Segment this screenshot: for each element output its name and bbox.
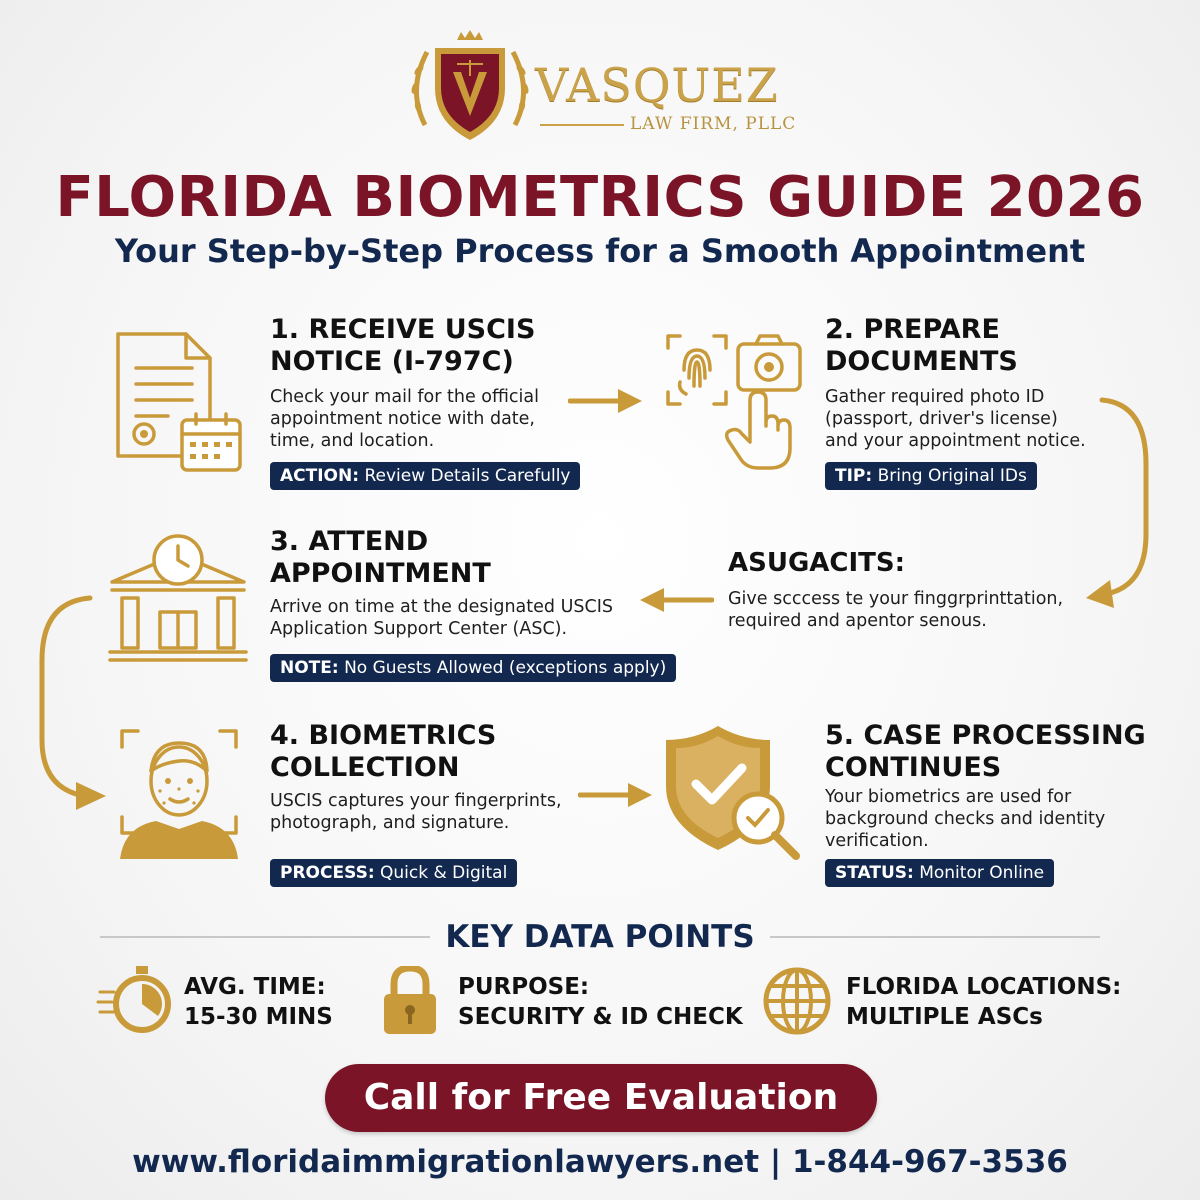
key-data-purpose: PURPOSE: SECURITY & ID CHECK — [458, 974, 743, 1030]
brand-name: VASQUEZ — [535, 58, 779, 112]
curved-arrow-down-left-icon — [30, 590, 110, 815]
brand-subtitle: LAW FIRM, PLLC — [630, 114, 797, 134]
key-data-title: KEY DATA POINTS — [445, 919, 755, 955]
free-evaluation-button[interactable]: Call for Free Evaluation — [325, 1064, 877, 1132]
crest-icon — [405, 30, 535, 150]
arrow-right-icon — [578, 780, 656, 810]
step-5-description: Your biometrics are used for background checks and identity verification. — [825, 787, 1106, 851]
building-clock-icon — [106, 532, 251, 667]
step-3-title: 3. ATTEND APPOINTMENT — [270, 526, 491, 589]
page-subtitle: Your Step-by-Step Process for a Smooth Appointment — [114, 232, 1086, 270]
step-5-status-badge: STATUS: Monitor Online — [825, 859, 1054, 887]
curved-arrow-down-icon — [1080, 394, 1160, 614]
step-4-title: 4. BIOMETRICS COLLECTION — [270, 720, 497, 783]
step-1-title: 1. RECEIVE USCIS NOTICE (I-797C) — [270, 314, 536, 377]
brand-divider — [540, 124, 624, 126]
step-2-tip-badge: TIP: Bring Original IDs — [825, 462, 1037, 490]
arrow-right-icon — [568, 386, 646, 416]
step-4-process-badge: PROCESS: Quick & Digital — [270, 859, 517, 887]
face-scan-icon — [114, 725, 244, 860]
shield-check-icon — [662, 722, 807, 862]
key-data-locations: FLORIDA LOCATIONS: MULTIPLE ASCs — [846, 974, 1122, 1030]
step-3-description: Arrive on time at the designated USCIS Application Support Center (ASC). — [270, 597, 613, 639]
step-1-action-badge: ACTION: Review Details Carefully — [270, 462, 580, 490]
padlock-icon — [382, 966, 438, 1036]
globe-icon — [762, 966, 832, 1036]
step-2-description: Gather required photo ID (passport, driver's license) and your appointment notice. — [825, 387, 1086, 451]
arrow-left-icon — [636, 585, 714, 615]
document-calendar-icon — [108, 328, 248, 478]
step-2-title: 2. PREPARE DOCUMENTS — [825, 314, 1018, 377]
footer-contact[interactable]: www.floridaimmigrationlawyers.net | 1-844-967-3536 — [132, 1144, 1068, 1180]
step-3-note-badge: NOTE: No Guests Allowed (exceptions apply) — [270, 654, 676, 682]
key-data-avg-time: AVG. TIME: 15-30 MINS — [184, 974, 333, 1030]
side-note-title: ASUGACITS: — [728, 548, 906, 578]
step-5-title: 5. CASE PROCESSING CONTINUES — [825, 720, 1146, 783]
step-4-description: USCIS captures your fingerprints, photograph, and signature. — [270, 791, 562, 833]
fingerprint-camera-icon — [662, 330, 807, 475]
step-1-description: Check your mail for the official appointment notice with date, time, and location. — [270, 387, 539, 451]
stopwatch-icon — [96, 964, 176, 1036]
page-title: FLORIDA BIOMETRICS GUIDE 2026 — [55, 165, 1145, 230]
side-note-description: Give scccess te your finggrprinttation, required and apentor senous. — [728, 589, 1064, 631]
